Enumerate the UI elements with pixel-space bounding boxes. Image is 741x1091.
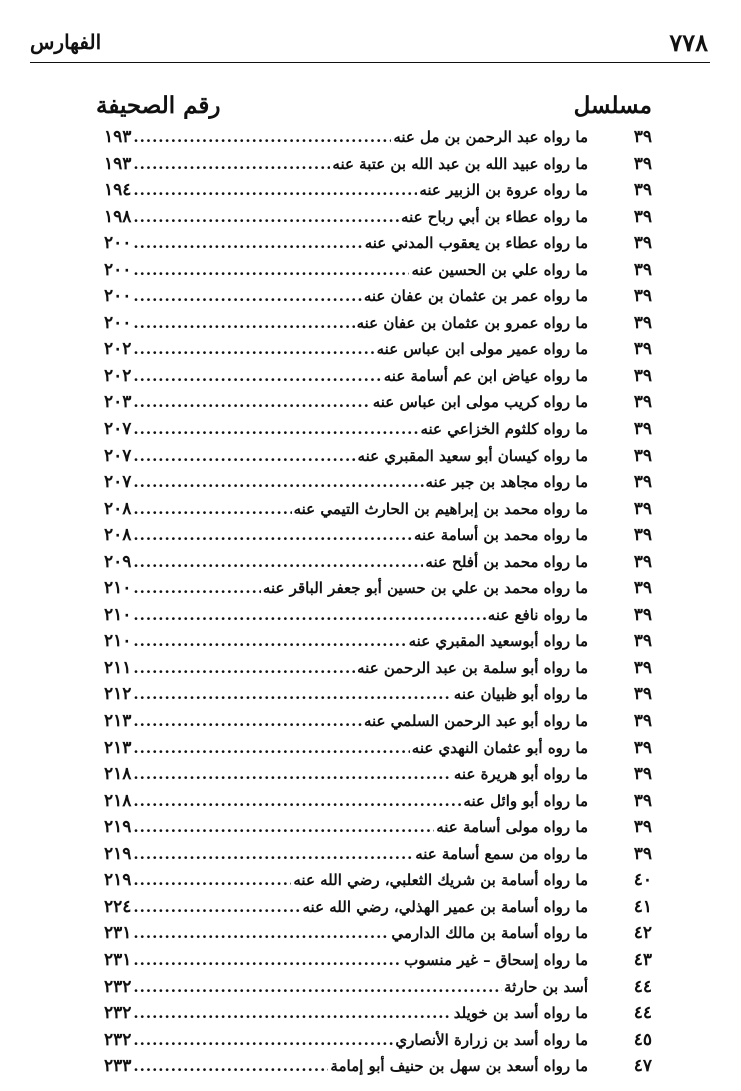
section-title: الفهارس — [30, 30, 102, 54]
entry-title: أسد بن حارثة — [504, 977, 588, 996]
entry-page-number: ٢٠٧ — [104, 472, 132, 493]
entry-serial: ٣٩ — [633, 551, 652, 572]
entry-serial: ٣٩ — [633, 365, 652, 386]
index-entry — [104, 522, 652, 549]
index-entry — [104, 177, 652, 204]
entry-title: ما رواه عمرو بن عثمان بن عفان عنه — [356, 313, 588, 332]
entry-serial: ٣٩ — [633, 657, 652, 678]
entry-title: ما رواه عطاء بن أبي رباح عنه — [401, 207, 588, 226]
entry-page-number: ٢١٢ — [104, 684, 132, 705]
dot-leader — [133, 920, 389, 947]
entry-page-number: ١٩٣ — [104, 153, 132, 174]
entry-page-number: ٢٠٢ — [104, 339, 132, 360]
dot-leader — [133, 416, 418, 443]
entry-title: ما روه أبو عثمان النهدي عنه — [411, 738, 588, 757]
entry-title: ما رواه محمد بن علي بن حسين أبو جعفر الباقر عنه — [262, 579, 588, 598]
index-entry — [104, 708, 652, 735]
entry-page-number: ٢٠٠ — [104, 312, 132, 333]
entry-page-number: ٢٣١ — [104, 949, 132, 970]
entry-serial: ٤٤ — [633, 1003, 652, 1024]
entry-page-number: ٢٠٧ — [104, 445, 132, 466]
entry-title: ما رواه محمد بن أفلح عنه — [425, 552, 588, 571]
dot-leader — [133, 628, 406, 655]
entry-serial: ٣٩ — [633, 419, 652, 440]
index-entry — [104, 389, 652, 416]
dot-leader — [133, 947, 402, 974]
entry-serial: ٣٩ — [633, 233, 652, 254]
entry-serial: ٣٩ — [633, 764, 652, 785]
entry-serial: ٣٩ — [633, 312, 652, 333]
dot-leader — [133, 867, 291, 894]
index-entry — [104, 867, 652, 894]
entry-title: ما رواه أسامة بن شريك الثعلبي، رضي الله عنه — [293, 871, 588, 890]
entry-serial: ٣٩ — [633, 445, 652, 466]
entry-page-number: ٢١٠ — [104, 604, 132, 625]
entry-serial: ٣٩ — [633, 206, 652, 227]
entry-page-number: ٢١٩ — [104, 870, 132, 891]
entry-page-number: ٢٣١ — [104, 923, 132, 944]
index-entry — [104, 496, 652, 523]
entry-title: ما رواه أبو سلمة بن عبد الرحمن عنه — [357, 658, 588, 677]
dot-leader — [133, 443, 355, 470]
entry-title: ما رواه عمير مولى ابن عباس عنه — [376, 340, 588, 359]
dot-leader — [133, 814, 434, 841]
entry-serial: ٤٥ — [633, 1029, 652, 1050]
dot-leader — [133, 1000, 451, 1027]
dot-leader — [133, 1027, 393, 1054]
entry-serial: ٣٩ — [633, 631, 652, 652]
entry-page-number: ١٩٣ — [104, 127, 132, 147]
index-entry — [104, 363, 652, 390]
entry-serial: ٣٩ — [633, 843, 652, 864]
entry-serial: ٣٩ — [633, 392, 652, 413]
index-entry — [104, 469, 652, 496]
entry-page-number: ٢١٩ — [104, 817, 132, 838]
entry-serial: ٤٠ — [633, 870, 652, 891]
index-entry — [104, 628, 652, 655]
dot-leader — [133, 708, 362, 735]
dot-leader — [133, 549, 423, 576]
entry-serial: ٣٩ — [633, 339, 652, 360]
entry-title: ما رواه عبد الرحمن بن مل عنه — [393, 128, 588, 146]
entry-title: ما رواه من سمع أسامة عنه — [415, 844, 588, 863]
entry-title: ما رواه عطاء بن يعقوب المدني عنه — [364, 234, 588, 253]
dot-leader — [133, 124, 391, 151]
entry-page-number: ٢١٩ — [104, 843, 132, 864]
entry-page-number: ٢١٨ — [104, 790, 132, 811]
index-entry — [104, 761, 652, 788]
dot-leader — [133, 602, 485, 629]
entry-title: ما رواه أبو ظبيان عنه — [453, 685, 588, 704]
entry-page-number: ٢٣٢ — [104, 1029, 132, 1050]
entry-serial: ٣٩ — [633, 578, 652, 599]
entry-page-number: ٢١٣ — [104, 711, 132, 732]
entry-title: ما رواه أسد بن زرارة الأنصاري — [395, 1030, 588, 1049]
dot-leader — [133, 788, 461, 815]
entry-title: ما رواه عروة بن الزبير عنه — [419, 181, 588, 200]
entry-page-number: ٢١٠ — [104, 578, 132, 599]
entry-serial: ٣٩ — [633, 737, 652, 758]
entry-title: ما رواه كيسان أبو سعيد المقبري عنه — [357, 446, 588, 465]
index-entry — [104, 230, 652, 257]
entry-title: ما رواه علي بن الحسين عنه — [411, 260, 588, 279]
entry-page-number: ٢٣٢ — [104, 1003, 132, 1024]
entry-serial: ٣٩ — [633, 525, 652, 546]
dot-leader — [133, 841, 413, 868]
header-rule — [30, 62, 710, 63]
entry-title: ما رواه مجاهد بن جبر عنه — [425, 473, 588, 492]
dot-leader — [133, 894, 300, 921]
entry-serial: ٣٩ — [633, 472, 652, 493]
index-entries — [104, 124, 652, 1080]
running-header — [30, 28, 710, 62]
entry-title: ما رواه مولى أسامة عنه — [436, 818, 588, 837]
index-entry — [104, 894, 652, 921]
entry-title: ما رواه أسعد بن سهل بن حنيف أبو إمامة — [330, 1057, 588, 1076]
index-entry — [104, 1000, 652, 1027]
dot-leader — [133, 310, 354, 337]
entry-page-number: ٢١٠ — [104, 631, 132, 652]
entry-serial: ٣٩ — [633, 153, 652, 174]
index-entry — [104, 655, 652, 682]
index-entry — [104, 575, 652, 602]
entry-serial: ٤٣ — [633, 949, 652, 970]
entry-title: ما رواه أبو هريرة عنه — [453, 765, 588, 784]
index-entry — [104, 947, 652, 974]
dot-leader — [133, 522, 412, 549]
entry-title: ما رواه عمر بن عثمان بن عفان عنه — [363, 287, 588, 306]
dot-leader — [133, 230, 362, 257]
index-entry — [104, 788, 652, 815]
dot-leader — [133, 151, 330, 178]
entry-title: ما رواه إسحاق – غير منسوب — [404, 950, 588, 969]
entry-page-number: ٢١٨ — [104, 764, 132, 785]
entry-page-number: ٢٠٧ — [104, 419, 132, 440]
entry-serial: ٤١ — [633, 896, 652, 917]
dot-leader — [133, 496, 291, 523]
entry-page-number: ٢٠٠ — [104, 259, 132, 280]
index-entry — [104, 974, 652, 1001]
dot-leader — [133, 655, 355, 682]
dot-leader — [133, 735, 409, 762]
serial-column-heading: مسلسل — [573, 92, 652, 119]
entry-title: ما رواه عياض ابن عم أسامة عنه — [383, 366, 588, 385]
entry-page-number: ٢٠٨ — [104, 498, 132, 519]
dot-leader — [133, 974, 502, 1001]
dot-leader — [133, 761, 451, 788]
index-entry — [104, 602, 652, 629]
entry-serial: ٣٩ — [633, 684, 652, 705]
index-entry — [104, 204, 652, 231]
index-entry — [104, 257, 652, 284]
index-entry — [104, 814, 652, 841]
dot-leader — [133, 177, 417, 204]
entry-serial: ٣٩ — [633, 711, 652, 732]
entry-page-number: ١٩٨ — [104, 206, 132, 227]
dot-leader — [133, 257, 409, 284]
entry-serial: ٣٩ — [633, 286, 652, 307]
page-number: ٧٧٨ — [669, 28, 708, 57]
index-entry — [104, 336, 652, 363]
index-entry — [104, 1053, 652, 1080]
entry-page-number: ٢١١ — [104, 657, 132, 678]
index-entry — [104, 681, 652, 708]
entry-page-number: ١٩٤ — [104, 180, 132, 201]
index-entry — [104, 841, 652, 868]
entry-serial: ٤٧ — [633, 1056, 652, 1077]
index-entry — [104, 1027, 652, 1054]
entry-title: ما رواه كريب مولى ابن عباس عنه — [372, 393, 588, 412]
entry-title: ما رواه محمد بن إبراهيم بن الحارث التيمي عنه — [293, 499, 588, 518]
entry-page-number: ٢٠٠ — [104, 233, 132, 254]
index-entry — [104, 283, 652, 310]
dot-leader — [133, 681, 451, 708]
entry-page-number: ٢٣٢ — [104, 976, 132, 997]
dot-leader — [133, 1053, 328, 1080]
entry-serial: ٤٢ — [633, 923, 652, 944]
entry-page-number: ٢٣٣ — [104, 1056, 132, 1077]
index-entry — [104, 920, 652, 947]
entry-title: ما رواه كلثوم الخزاعي عنه — [420, 420, 588, 439]
entry-page-number: ٢٠٢ — [104, 365, 132, 386]
dot-leader — [133, 336, 374, 363]
entry-title: ما رواه أسامة بن مالك الدارمي — [391, 924, 588, 943]
entry-title: ما رواه محمد بن أسامة عنه — [414, 526, 588, 545]
dot-leader — [133, 469, 423, 496]
dot-leader — [133, 575, 261, 602]
entry-title: ما رواه نافع عنه — [487, 605, 588, 624]
entry-page-number: ٢٠٣ — [104, 392, 132, 413]
entry-page-number: ٢٠٨ — [104, 525, 132, 546]
entry-page-number: ٢٠٩ — [104, 551, 132, 572]
entry-title: ما رواه أسد بن خويلد — [453, 1004, 588, 1023]
entry-title: ما رواه عبيد الله بن عبد الله بن عتبة عنه — [332, 154, 588, 173]
dot-leader — [133, 389, 370, 416]
entry-page-number: ٢٠٠ — [104, 286, 132, 307]
index-entry — [104, 151, 652, 178]
entry-serial: ٣٩ — [633, 180, 652, 201]
index-entry — [104, 416, 652, 443]
dot-leader — [133, 204, 399, 231]
index-entry — [104, 735, 652, 762]
entry-page-number: ٢١٣ — [104, 737, 132, 758]
entry-title: ما رواه أسامة بن عمير الهذلي، رضي الله عنه — [302, 897, 588, 916]
entry-serial: ٣٩ — [633, 790, 652, 811]
entry-serial: ٣٩ — [633, 817, 652, 838]
entry-serial: ٣٩ — [633, 498, 652, 519]
index-entry — [104, 443, 652, 470]
index-entry — [104, 310, 652, 337]
entry-title: ما رواه أبوسعيد المقبري عنه — [408, 632, 588, 651]
entry-serial: ٣٩ — [633, 604, 652, 625]
entry-title: ما رواه أبو عبد الرحمن السلمي عنه — [363, 712, 588, 731]
entry-serial: ٤٤ — [633, 976, 652, 997]
entry-serial: ٣٩ — [633, 259, 652, 280]
page-column-heading: رقم الصحيفة — [96, 92, 221, 119]
index-entry — [104, 549, 652, 576]
entry-page-number: ٢٢٤ — [104, 896, 132, 917]
index-entry — [104, 124, 652, 151]
entry-title: ما رواه أبو وائل عنه — [463, 791, 588, 810]
column-headings — [96, 92, 652, 122]
dot-leader — [133, 363, 381, 390]
dot-leader — [133, 283, 361, 310]
entry-serial: ٣٩ — [633, 127, 652, 147]
